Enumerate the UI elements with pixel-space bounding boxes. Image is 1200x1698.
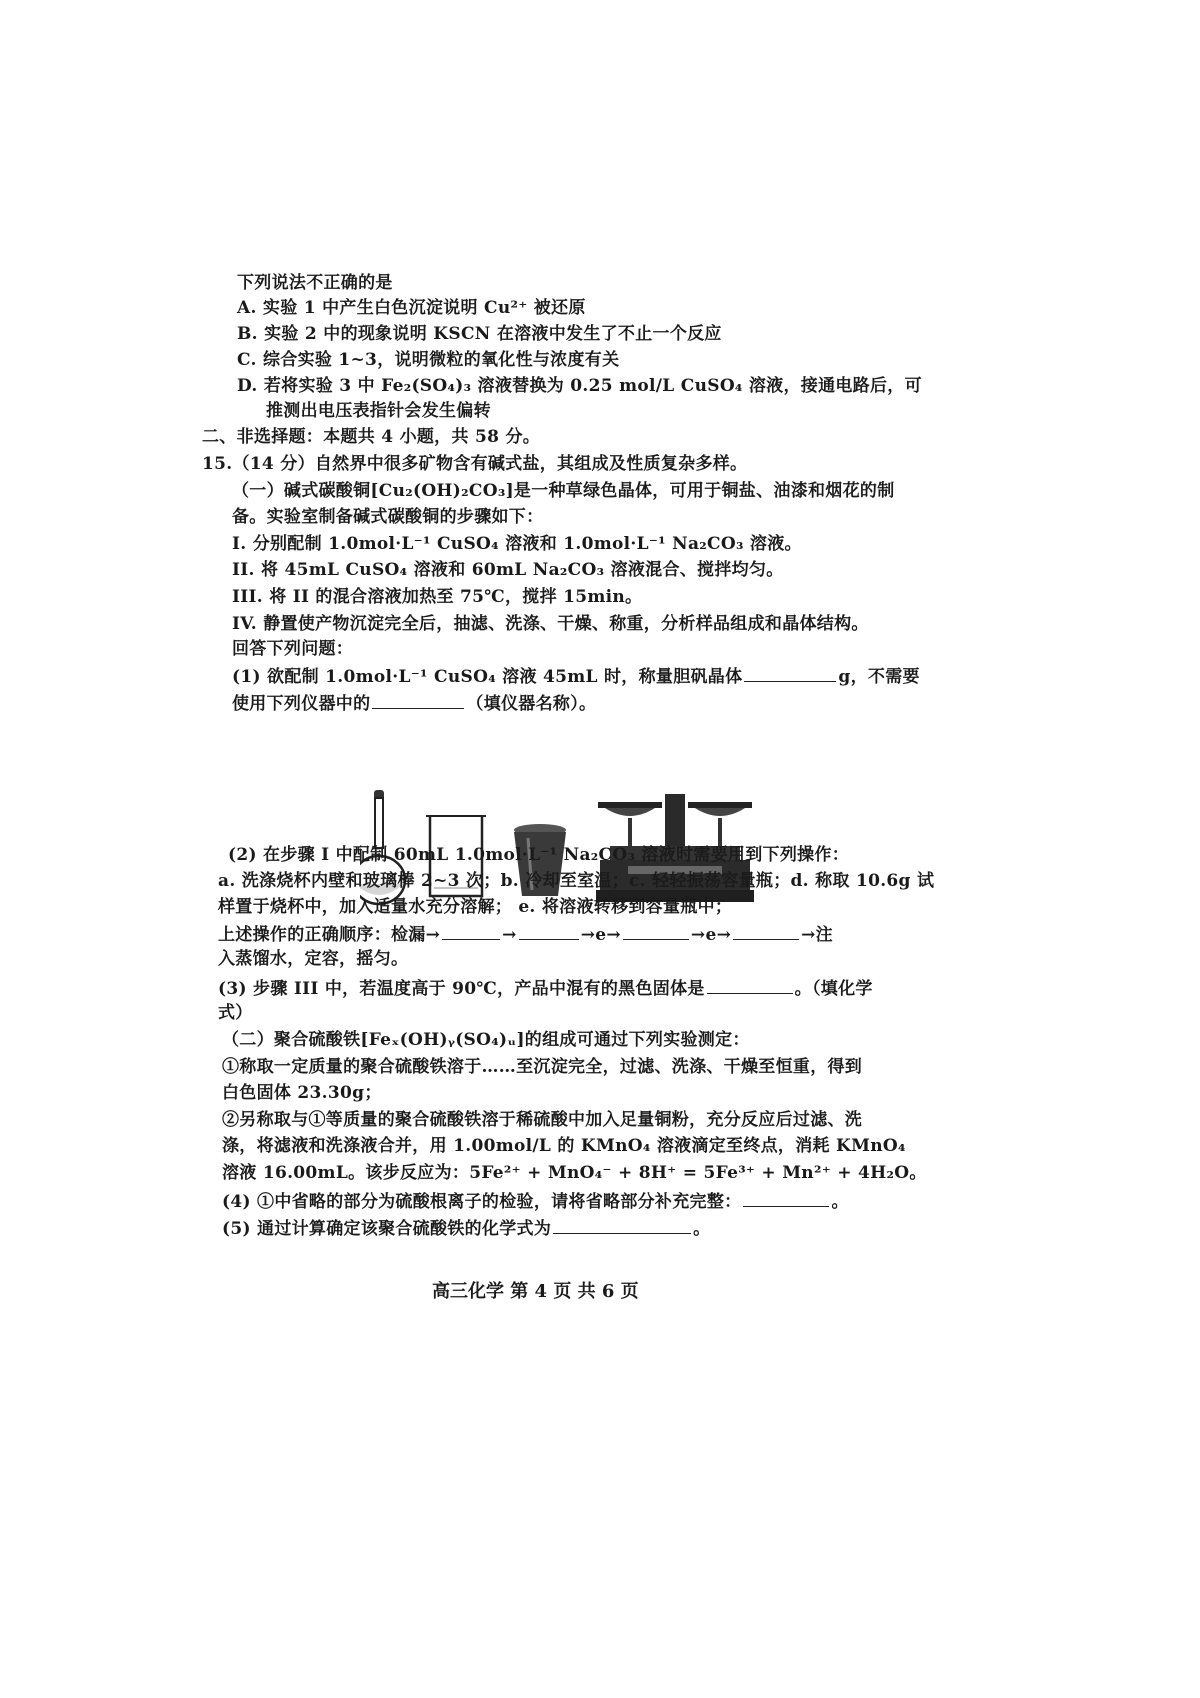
order-text-end: →注 [801,925,833,945]
q15-question-1-line2 [232,690,596,716]
answer-blank-black-solid[interactable] [707,975,793,994]
q3-text-after-blank: 。（填化学 [794,979,873,999]
q15-step-1: I. 分别配制 1.0mol·L⁻¹ CuSO₄ 溶液和 1.0mol·L⁻¹ Na₂CO₃ 溶液。 [232,534,802,554]
q15-experiment-1-line1: ①称取一定质量的聚合硫酸铁溶于……至沉淀完全，过滤、洗涤、干燥至恒重，得到 [222,1057,863,1077]
q3-text-before-blank: (3) 步骤 III 中，若温度高于 90℃，产品中混有的黑色固体是 [218,979,705,999]
q14-option-d-line1: D. 若将实验 3 中 Fe₂(SO₄)₃ 溶液替换为 0.25 mol/L CuSO₄ 溶液，接通电路后，可 [237,376,922,396]
q15-question-5 [222,1215,710,1241]
q15-question-3-line1 [218,975,873,1001]
q15-intro: 15.（14 分）自然界中很多矿物含有碱式盐，其组成及性质复杂多样。 [202,454,748,474]
answer-blank-step-3[interactable] [623,921,689,940]
q1-text-after-blank: g，不需要 [838,667,920,687]
q15-experiment-2-line2: 涤，将滤液和洗涤液合并，用 1.00mol/L 的 KMnO₄ 溶液滴定至终点，消耗 KMnO₄ [222,1136,906,1156]
q14-option-a: A. 实验 1 中产生白色沉淀说明 Cu²⁺ 被还原 [237,298,586,318]
q15-part1-line2: 备。实验室制备碱式碳酸铜的步骤如下： [232,507,544,527]
q15-part1-line1: （一）碱式碳酸铜[Cu₂(OH)₂CO₃]是一种草绿色晶体，可用于铜盐、油漆和烟花的制 [232,481,895,501]
q14-option-d-line2: 推测出电压表指针会发生偏转 [266,401,491,421]
q15-part2-heading: （二）聚合硫酸铁[Feₓ(OH)ᵧ(SO₄)ᵤ]的组成可通过下列实验测定： [222,1030,750,1050]
q14-option-c: C. 综合实验 1~3，说明微粒的氧化性与浓度有关 [237,350,620,370]
q15-experiment-1-line2: 白色固体 23.30g； [222,1083,382,1103]
answer-blank-step-1[interactable] [442,921,500,940]
answer-blank-step-2[interactable] [519,921,579,940]
answer-blank-mass[interactable] [744,663,836,682]
q15-question-2-line1: (2) 在步骤 I 中配制 60mL 1.0mol·L⁻¹ Na₂CO₃ 溶液时需要用到下列操作： [228,845,850,865]
q14-option-b: B. 实验 2 中的现象说明 KSCN 在溶液中发生了不止一个反应 [237,324,722,344]
q15-experiment-2-line3: 溶液 16.00mL。该步反应为：5Fe²⁺ + MnO₄⁻ + 8H⁺ = 5Fe³⁺ + Mn²⁺ + 4H₂O。 [222,1163,927,1183]
page-footer: 高三化学 第 4 页 共 6 页 [432,1281,639,1302]
q5-text-after-blank: 。 [693,1219,711,1239]
q15-question-4 [222,1188,849,1214]
order-arrow-e-2: →e→ [690,925,732,945]
answer-blank-sulfate-test[interactable] [743,1188,829,1207]
section-2-heading: 二、非选择题：本题共 4 小题，共 58 分。 [202,427,541,447]
q15-question-3-line2: 式） [218,1003,253,1023]
q15-question-2-order-line [218,921,833,947]
q15-step-3: III. 将 II 的混合溶液加热至 75℃，搅拌 15min。 [232,587,643,607]
q15-question-2-line3: 样置于烧杯中，加入适量水充分溶解； e. 将溶液转移到容量瓶中； [218,897,733,917]
q15-question-2-final-line: 入蒸馏水，定容，摇匀。 [218,949,409,969]
q1b-text-after-blank: （填仪器名称）。 [466,694,597,714]
answer-blank-instrument[interactable] [372,690,464,709]
q15-step-2: II. 将 45mL CuSO₄ 溶液和 60mL Na₂CO₃ 溶液混合、搅拌均匀。 [232,560,784,580]
q4-text-before-blank: (4) ①中省略的部分为硫酸根离子的检验，请将省略部分补充完整： [222,1192,742,1212]
q4-text-after-blank: 。 [831,1192,849,1212]
answer-blank-formula[interactable] [553,1215,691,1234]
q5-text-before-blank: (5) 通过计算确定该聚合硫酸铁的化学式为 [222,1219,552,1239]
order-text-start: 上述操作的正确顺序：检漏→ [218,925,441,945]
q15-question-2-line2: a. 洗涤烧杯内壁和玻璃棒 2~3 次；b. 冷却至室温；c. 轻轻振荡容量瓶；d. 称取 10.6g 试 [218,871,935,891]
answer-blank-step-4[interactable] [733,921,799,940]
q15-step-4: IV. 静置使产物沉淀完全后，抽滤、洗涤、干燥、称重，分析样品组成和晶体结构。 [232,614,869,634]
q14-stem: 下列说法不正确的是 [237,273,393,293]
q15-answer-prompt: 回答下列问题： [232,639,354,659]
order-arrow-e-1: →e→ [580,925,621,945]
q1b-text-before-blank: 使用下列仪器中的 [232,694,371,714]
q1-text-before-blank: (1) 欲配制 1.0mol·L⁻¹ CuSO₄ 溶液 45mL 时，称量胆矾晶体 [232,667,743,687]
order-arrow-1: → [502,925,517,945]
q15-question-1-line1 [232,663,920,689]
q15-experiment-2-line1: ②另称取与①等质量的聚合硫酸铁溶于稀硫酸中加入足量铜粉，充分反应后过滤、洗 [222,1110,863,1130]
